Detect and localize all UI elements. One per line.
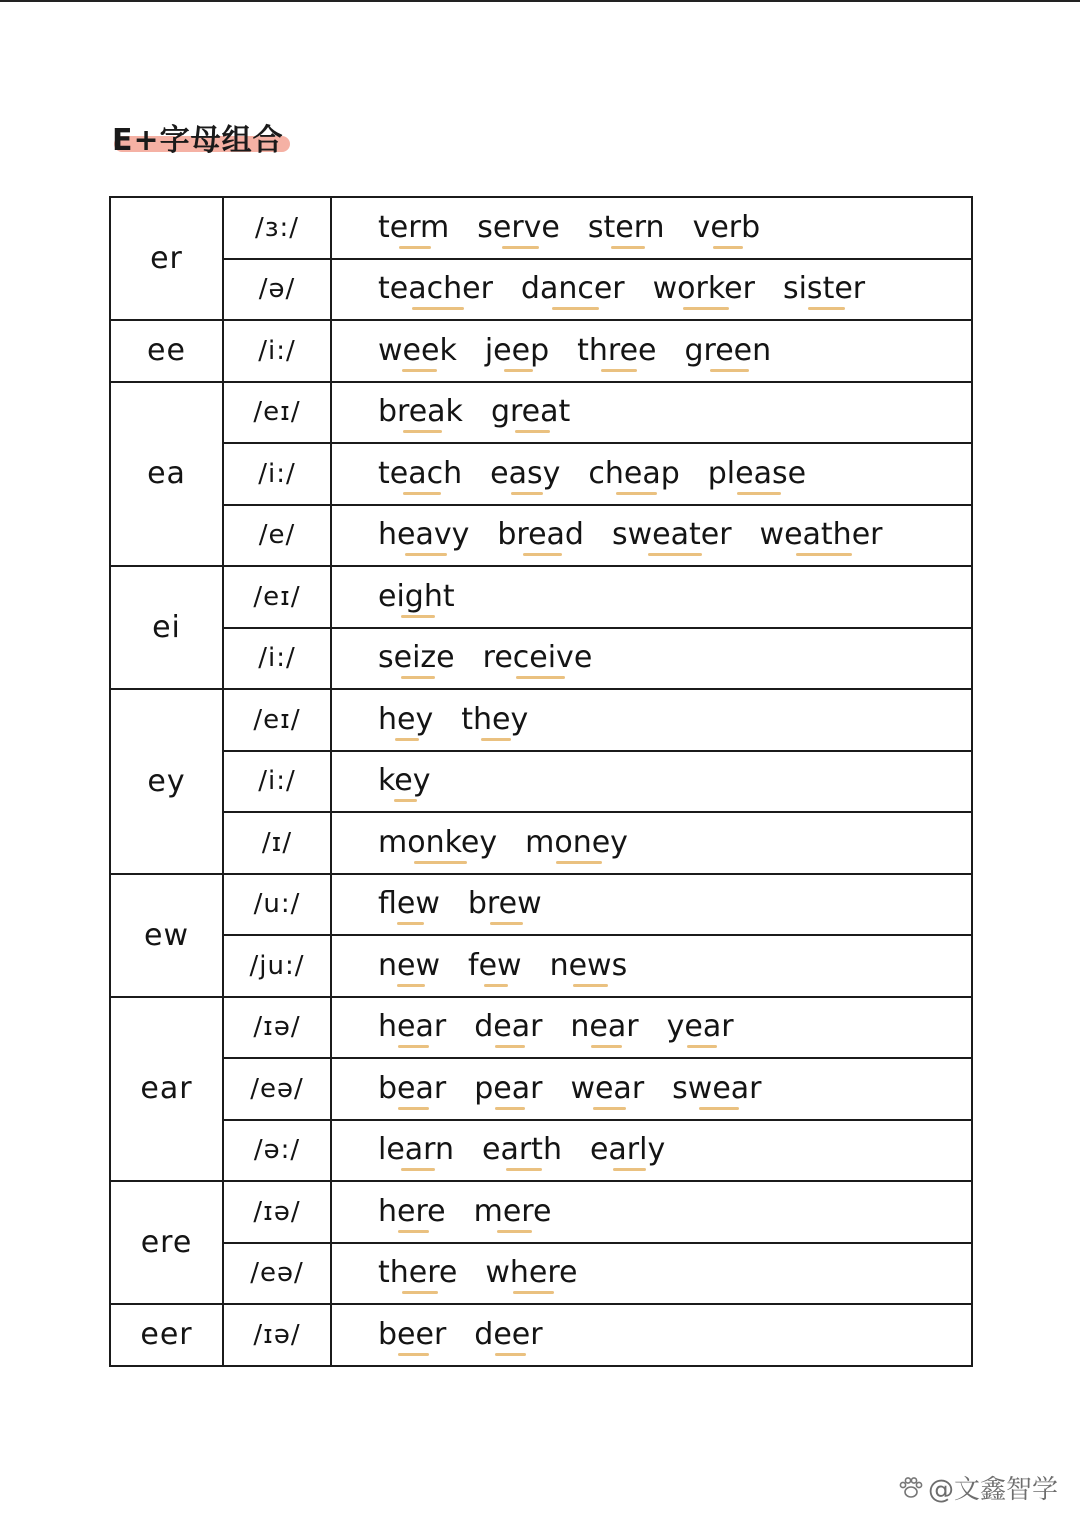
table-row — [110, 1120, 972, 1182]
phonics-table — [109, 196, 973, 1367]
table-row — [110, 382, 972, 444]
example-words — [331, 874, 972, 936]
example-word: serve — [477, 208, 560, 248]
letter-combination: ear — [110, 997, 223, 1182]
example-word: receive — [483, 638, 593, 678]
example-word: hear — [378, 1007, 446, 1047]
table-row — [110, 751, 972, 813]
example-word: dancer — [521, 269, 625, 309]
table-row — [110, 1058, 972, 1120]
example-word: wear — [570, 1069, 644, 1109]
example-words — [331, 1243, 972, 1305]
example-word: bread — [497, 515, 584, 555]
table-row — [110, 197, 972, 259]
watermark — [898, 1469, 1058, 1506]
example-word: weather — [760, 515, 883, 555]
table-row — [110, 505, 972, 567]
letter-combination: er — [110, 197, 223, 320]
phonetic-symbol: /ju:/ — [223, 935, 331, 997]
example-words — [331, 751, 972, 813]
table-row — [110, 628, 972, 690]
example-word: jeep — [485, 331, 549, 371]
example-word: swear — [672, 1069, 761, 1109]
table-row — [110, 689, 972, 751]
example-word: green — [685, 331, 772, 371]
example-word: three — [577, 331, 656, 371]
phonetic-symbol: /eɪ/ — [223, 382, 331, 444]
example-words — [331, 259, 972, 321]
example-word: eight — [378, 577, 455, 617]
example-word: few — [468, 946, 522, 986]
phonetic-symbol: /ɜ:/ — [223, 197, 331, 259]
example-word: mere — [474, 1192, 552, 1232]
table-row — [110, 320, 972, 382]
table-row — [110, 935, 972, 997]
letter-combination: ea — [110, 382, 223, 567]
example-words — [331, 197, 972, 259]
example-word: term — [378, 208, 449, 248]
example-word: verb — [693, 208, 761, 248]
table-row — [110, 874, 972, 936]
phonetic-symbol: /i:/ — [223, 443, 331, 505]
example-words — [331, 1120, 972, 1182]
example-words — [331, 382, 972, 444]
page-heading — [112, 112, 284, 162]
watermark-text: @文鑫智学 — [927, 1475, 1058, 1505]
table-row — [110, 566, 972, 628]
example-word: week — [378, 331, 457, 371]
example-word: seize — [378, 638, 455, 678]
example-word: easy — [490, 454, 560, 494]
example-word: here — [378, 1192, 446, 1232]
letter-combination: eer — [110, 1304, 223, 1366]
phonetic-symbol: /eə/ — [223, 1058, 331, 1120]
phonetic-symbol: /eɪ/ — [223, 689, 331, 751]
table-row — [110, 1304, 972, 1366]
example-word: monkey — [378, 823, 497, 863]
example-word: cheap — [588, 454, 679, 494]
phonetic-symbol: /u:/ — [223, 874, 331, 936]
example-word: deer — [474, 1315, 542, 1355]
example-word: where — [485, 1253, 577, 1293]
letter-combination: ew — [110, 874, 223, 997]
example-words — [331, 1181, 972, 1243]
example-word: hey — [378, 700, 433, 740]
table-row — [110, 259, 972, 321]
table-row — [110, 443, 972, 505]
example-word: teacher — [378, 269, 493, 309]
example-word: there — [378, 1253, 457, 1293]
phonetic-symbol: /eɪ/ — [223, 566, 331, 628]
letter-combination: ey — [110, 689, 223, 874]
example-word: year — [667, 1007, 734, 1047]
example-word: learn — [378, 1130, 454, 1170]
example-word: early — [590, 1130, 665, 1170]
table-row — [110, 812, 972, 874]
example-words — [331, 689, 972, 751]
example-word: great — [491, 392, 570, 432]
table-row — [110, 1243, 972, 1305]
example-word: earth — [482, 1130, 562, 1170]
letter-combination: ei — [110, 566, 223, 689]
phonetic-symbol: /i:/ — [223, 320, 331, 382]
example-words — [331, 1304, 972, 1366]
example-word: money — [525, 823, 628, 863]
example-words — [331, 1058, 972, 1120]
page-border — [0, 0, 1080, 2]
example-word: worker — [653, 269, 755, 309]
example-word: sweater — [612, 515, 732, 555]
example-word: flew — [378, 884, 440, 924]
phonetic-symbol: /ə/ — [223, 259, 331, 321]
example-word: bear — [378, 1069, 446, 1109]
example-word: sister — [783, 269, 865, 309]
example-word: break — [378, 392, 463, 432]
phonetic-symbol: /i:/ — [223, 751, 331, 813]
example-word: key — [378, 761, 431, 801]
phonetic-symbol: /ɪ/ — [223, 812, 331, 874]
example-words — [331, 443, 972, 505]
example-word: new — [378, 946, 440, 986]
phonics-table-body — [110, 197, 972, 1366]
example-word: news — [550, 946, 628, 986]
phonetic-symbol: /eə/ — [223, 1243, 331, 1305]
example-word: beer — [378, 1315, 446, 1355]
example-word: please — [708, 454, 806, 494]
example-word: teach — [378, 454, 462, 494]
example-word: near — [570, 1007, 638, 1047]
paw-icon — [898, 1476, 924, 1500]
example-word: brew — [468, 884, 542, 924]
phonetic-symbol: /ə:/ — [223, 1120, 331, 1182]
example-words — [331, 628, 972, 690]
example-word: pear — [474, 1069, 542, 1109]
table-row — [110, 1181, 972, 1243]
phonetic-symbol: /i:/ — [223, 628, 331, 690]
page-title: E+字母组合 — [112, 123, 284, 158]
example-word: they — [461, 700, 528, 740]
example-words — [331, 935, 972, 997]
example-words — [331, 505, 972, 567]
letter-combination: ere — [110, 1181, 223, 1304]
phonetic-symbol: /e/ — [223, 505, 331, 567]
example-words — [331, 320, 972, 382]
phonetic-symbol: /ɪə/ — [223, 1304, 331, 1366]
example-word: heavy — [378, 515, 469, 555]
letter-combination: ee — [110, 320, 223, 382]
example-word: dear — [474, 1007, 542, 1047]
phonetic-symbol: /ɪə/ — [223, 1181, 331, 1243]
table-row — [110, 997, 972, 1059]
example-words — [331, 566, 972, 628]
example-words — [331, 997, 972, 1059]
phonetic-symbol: /ɪə/ — [223, 997, 331, 1059]
example-word: stern — [588, 208, 665, 248]
example-words — [331, 812, 972, 874]
